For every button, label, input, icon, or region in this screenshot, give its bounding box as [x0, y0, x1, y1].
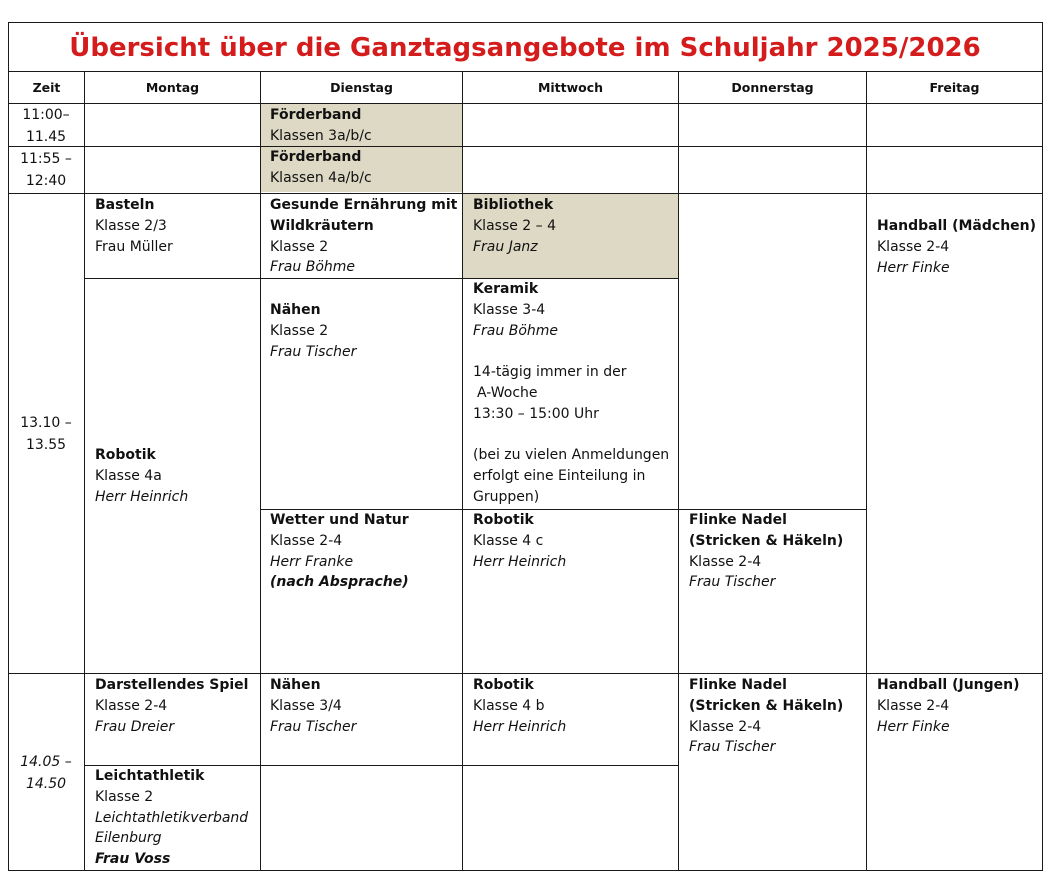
- cell-gesunde-ernaehrung: Gesunde Ernährung mit Wildkräutern Klasse 2 Frau Böhme: [270, 197, 458, 276]
- grid-line: [85, 765, 678, 766]
- cell-naehen-2: Nähen Klasse 3/4 Frau Tischer: [270, 677, 357, 735]
- cell-handball-maedchen: Handball (Mädchen) Klasse 2-4 Herr Finke: [877, 218, 1037, 276]
- cell-foerderband-2: Förderband Klassen 4a/b/c: [270, 149, 372, 186]
- cell-darstellendes-spiel: Darstellendes Spiel Klasse 2-4 Frau Dreier: [95, 677, 249, 735]
- cell-basteln: Basteln Klasse 2/3 Frau Müller: [95, 197, 173, 255]
- cell-naehen-1: Nähen Klasse 2 Frau Tischer: [270, 302, 357, 360]
- grid-line: [866, 71, 867, 871]
- grid-line: [8, 673, 1043, 674]
- header-dienstag: Dienstag: [330, 80, 393, 95]
- cell-keramik: Keramik Klasse 3-4 Frau Böhme 14-tägig immer in der A-Woche 13:30 – 15:00 Uhr (bei zu vielen Anmeldungen erfolgt eine Einteilung in Gruppen): [473, 281, 670, 505]
- cell-leichtathletik: Leichtathletik Klasse 2 Leichtathletikverband Eilenburg Frau Voss: [95, 768, 249, 868]
- cell-flinke-nadel-2: Flinke Nadel (Stricken & Häkeln) Klasse 2-4 Frau Tischer: [689, 677, 844, 756]
- grid-line: [8, 22, 1043, 23]
- header-montag: Montag: [145, 80, 200, 95]
- header-donnerstag: Donnerstag: [731, 80, 814, 95]
- grid-line: [8, 146, 1043, 147]
- grid-line: [8, 103, 1043, 104]
- cell-bibliothek: Bibliothek Klasse 2 – 4 Frau Janz: [473, 197, 557, 255]
- grid-line: [260, 71, 261, 871]
- grid-line: [84, 71, 85, 871]
- cell-wetter-natur: Wetter und Natur Klasse 2-4 Herr Franke (nach Absprache): [270, 512, 409, 591]
- grid-line: [8, 193, 1043, 194]
- cell-handball-jungen: Handball (Jungen) Klasse 2-4 Herr Finke: [877, 677, 1020, 735]
- cell-flinke-nadel-1: Flinke Nadel (Stricken & Häkeln) Klasse 2-4 Frau Tischer: [689, 512, 844, 591]
- grid-line: [462, 71, 463, 871]
- grid-line: [85, 278, 678, 279]
- cell-robotik-mittwoch-1: Robotik Klasse 4 c Herr Heinrich: [473, 512, 567, 570]
- time-slot-4: 14.05 – 14.50: [20, 754, 72, 792]
- cell-robotik-montag: Robotik Klasse 4a Herr Heinrich: [95, 447, 189, 505]
- grid-line: [8, 870, 1043, 871]
- grid-line: [1042, 22, 1043, 871]
- grid-line: [8, 71, 1043, 72]
- cell-foerderband-1: Förderband Klassen 3a/b/c: [270, 107, 372, 144]
- grid-line: [261, 509, 866, 510]
- header-mittwoch: Mittwoch: [537, 80, 604, 95]
- grid-line: [678, 71, 679, 871]
- cell-robotik-mittwoch-2: Robotik Klasse 4 b Herr Heinrich: [473, 677, 567, 735]
- time-slot-2: 11:55 – 12:40: [20, 151, 72, 189]
- grid-line: [8, 22, 9, 871]
- header-freitag: Freitag: [929, 80, 980, 95]
- time-slot-1: 11:00– 11.45: [22, 107, 70, 145]
- page-title: Übersicht über die Ganztagsangebote im Schuljahr 2025/2026: [69, 33, 981, 63]
- time-slot-3: 13.10 – 13.55: [20, 415, 72, 453]
- header-zeit: Zeit: [32, 80, 61, 95]
